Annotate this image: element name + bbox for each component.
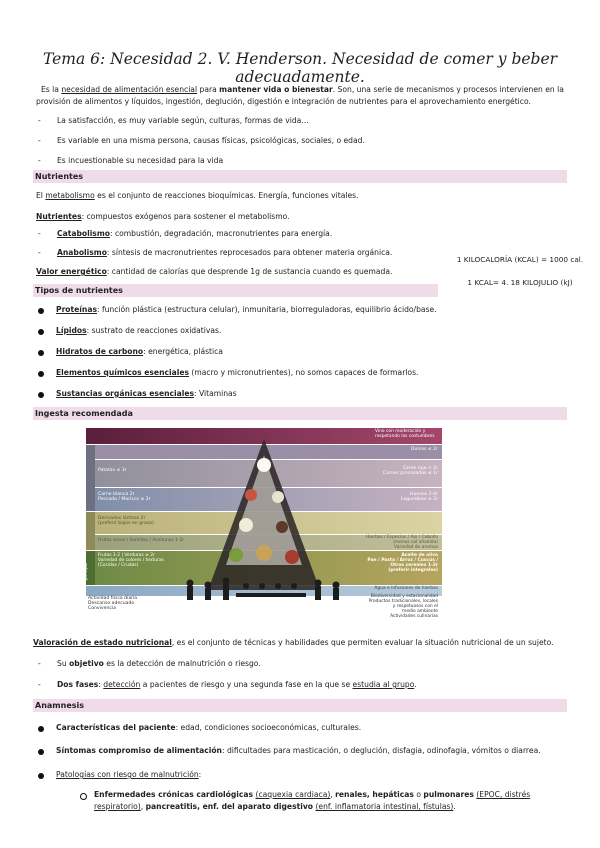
sub-bullet-ring xyxy=(80,793,87,800)
metabolismo-line: El metabolismo es el conjunto de reacciones bioquímicas. Energía, funciones vitales. xyxy=(36,191,359,200)
dash-marker: - xyxy=(38,659,41,668)
dash-item: Es incuestionable su necesidad para la vida xyxy=(57,156,224,165)
pyramid-side-label: Cada comida principal xyxy=(78,553,88,580)
pyramid-row-right: Huevos 2-4r Legumbres ≥ 2r xyxy=(400,492,438,503)
section-tipos: Tipos de nutrientes xyxy=(33,284,438,297)
tipo-item: Lípidos: sustrato de reacciones oxidativas. xyxy=(56,326,222,335)
pyramid-bottom-right: Biodiversidad y estacionalidad Productos tradicionales, locales y respetuosos con el medio ambiente Actividades culinarias xyxy=(368,594,438,619)
section-ingesta: Ingesta recomendada xyxy=(33,407,567,420)
section-anamnesis: Anamnesis xyxy=(33,699,567,712)
tipo-item: Sustancias orgánicas esenciales: Vitaminas xyxy=(56,389,237,398)
bullet-dot xyxy=(38,350,44,356)
pyramid-row-left: Frutas 1-2 | Verduras ≥ 2r Variedad de colores / texturas (Cocidas / Crudas) xyxy=(98,553,164,568)
pyramid-top-note: Vino con moderación y respetando las costumbres xyxy=(375,429,435,439)
dash-marker: - xyxy=(38,136,41,145)
dash-marker: - xyxy=(38,116,41,125)
intro-paragraph: Es la necesidad de alimentación esencial para mantener vida o bienestar. Son, una serie de mecanismos y procesos intervienen en la provisión de alimentos y líquidos, ingestión, deglución, digestión e integración de nutrientes para el aprovechamiento energético. xyxy=(36,85,564,106)
dash-marker: - xyxy=(38,248,41,257)
dash-marker: - xyxy=(38,229,41,238)
pyramid-row-right: Carne roja < 2r Carnes procesadas ≤ 1r xyxy=(382,466,438,477)
pyramid-row-right: Agua e infusiones de hierbas xyxy=(374,586,438,591)
patologias-sub-item: Enfermedades crónicas cardiológicas (caquexia cardiaca), renales, hepáticas o pulmonares (EPOC, distrés respiratorio), pancreatitis, enf. del aparato digestivo (enf. inflamatoria intestinal, fístulas). xyxy=(94,790,531,811)
dash-item: La satisfacción, es muy variable según, culturas, formas de vida… xyxy=(57,116,309,125)
valor-energetico-line: Valor energético: cantidad de calorías que desprende 1g de sustancia cuando es quemada. xyxy=(36,267,393,276)
pyramid-side-label: Cada día xyxy=(82,519,87,537)
objetivo-line: Su objetivo es la detección de malnutrición o riesgo. xyxy=(57,659,261,668)
bullet-dot xyxy=(38,773,44,779)
anamnesis-item: Patologías con riesgo de malnutrición: xyxy=(56,770,202,779)
dash-marker: - xyxy=(38,156,41,165)
bullet-dot xyxy=(38,371,44,377)
pyramid-row-left: Derivados lácteos 2r (preferir bajos en grasa) xyxy=(98,516,154,527)
pyramid-row-left: Carne blanca 2r Pescado / Marisco ≥ 2r xyxy=(98,492,151,503)
dash-marker: - xyxy=(38,680,41,689)
pyramid-row-left: Frutos secos / Semillas / Aceitunas 1-2r xyxy=(98,538,185,543)
valoracion-paragraph: Valoración de estado nutricional, es el conjunto de técnicas y habilidades que permiten evaluar la situación nutricional de un sujeto. xyxy=(33,638,554,647)
pyramid-row-right: Hierbas / Especias / Ajo / Cebolla (menos sal añadida) Variedad de aromas xyxy=(365,535,438,550)
pyramid-row-right: Aceite de oliva Pan / Pasta / Arroz / Cuscús / Otros cereales 1-2r (preferir integrales) xyxy=(367,553,438,573)
anabolismo-line: Anabolismo: síntesis de macronutrientes reprocesados para obtener materia orgánica. xyxy=(57,248,393,257)
tipo-item: Hidratos de carbono: energética, plástica xyxy=(56,347,223,356)
dash-item: Es variable en una misma persona, causas físicas, psicológicas, sociales, o edad. xyxy=(57,136,365,145)
tipo-item: Elementos químicos esenciales (macro y micronutrientes), no somos capaces de formarlos. xyxy=(56,368,419,377)
bullet-dot xyxy=(38,749,44,755)
bullet-dot xyxy=(38,329,44,335)
pyramid-row-left: Patatas ≤ 3r xyxy=(98,468,127,473)
pyramid-side-label: Semanal xyxy=(82,452,87,470)
pyramid-bottom-left: Actividad física diaria Descanso adecuado Convivencia xyxy=(88,596,138,612)
fases-line: Dos fases: detección a pacientes de riesgo y una segunda fase en la que se estudia al grupo. xyxy=(57,680,417,689)
bullet-dot xyxy=(38,726,44,732)
kcal-note: 1 KILOCALORÍA (KCAL) = 1000 cal. xyxy=(456,255,584,264)
bullet-dot xyxy=(38,392,44,398)
nutrientes-definition: Nutrientes: compuestos exógenos para sostener el metabolismo. xyxy=(36,212,290,221)
page-title: Tema 6: Necesidad 2. V. Henderson. Necesidad de comer y beber adecuadamente. xyxy=(42,50,558,86)
section-nutrientes: Nutrientes xyxy=(33,170,567,183)
kj-note: 1 KCAL= 4. 18 KILOJULIO (kJ) xyxy=(467,278,573,287)
pyramid-row-right: Dulces ≤ 2r xyxy=(410,447,438,452)
bullet-dot xyxy=(38,308,44,314)
tipo-item: Proteínas: función plástica (estructura celular), inmunitaria, biorreguladoras, equilibrio ácido/base. xyxy=(56,305,437,314)
catabolismo-line: Catabolismo: combustión, degradación, macronutrientes para energía. xyxy=(57,229,333,238)
anamnesis-item: Síntomas compromiso de alimentación: dificultades para masticación, o deglución, disfagia, odinofagia, vómitos o diarrea. xyxy=(56,746,541,755)
anamnesis-item: Características del paciente: edad, condiciones socioeconómicas, culturales. xyxy=(56,723,362,732)
